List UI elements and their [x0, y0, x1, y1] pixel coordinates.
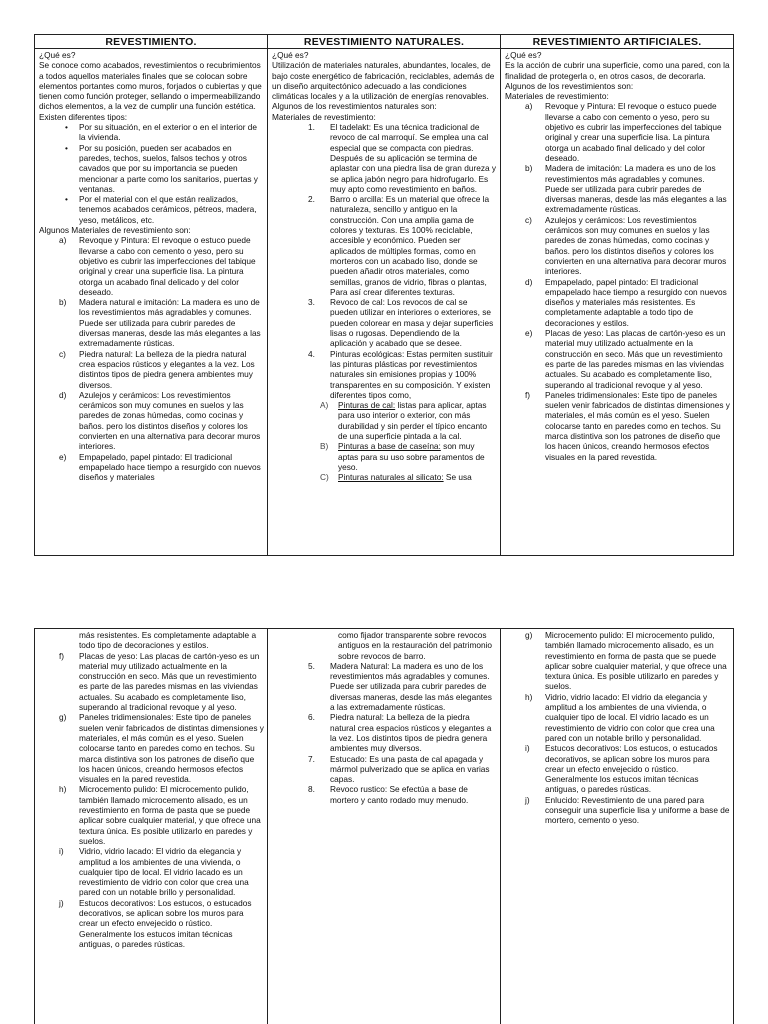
list-item: [308, 297, 497, 349]
list-item: • Por su posición, pueden ser acabados en paredes, techos, suelos, falsos techos y otros cavados que por su importancia se pueden mencionar a parte como los sanitarios, puertas y ventanas.: [79, 143, 264, 194]
document-page-1: [34, 34, 734, 556]
list-marker: A): [320, 400, 329, 411]
list-item: [525, 163, 730, 215]
list-text: Microcemento pulido: El microcemento pulido, también llamado microcemento alisado, es un revestimiento en forma de pasta que se puede aplicar sobre cualquier material, y que ofrece una textura única. Es posible utilizarlo en paredes y suelos.: [79, 784, 261, 846]
list-item: [59, 297, 264, 349]
list-text: Madera Natural: La madera es uno de los revestimientos más agradables y comunes. Puede ser utilizada para cubrir paredes de diversas maneras, desde las más elegantes a las extremadamente rústicas.: [330, 660, 492, 713]
list-item: [59, 389, 264, 452]
list-marker: a): [59, 235, 67, 246]
list-marker: 8.: [308, 784, 315, 795]
list-item: [525, 743, 730, 795]
list-marker: f): [525, 389, 531, 400]
list-marker: h): [59, 784, 67, 795]
list-marker: e): [525, 328, 533, 339]
list-item: [525, 328, 730, 390]
types-heading: Existen diferentes tipos:: [39, 111, 128, 122]
list-item: [308, 348, 497, 400]
materials-list: [505, 101, 730, 461]
list-item: [525, 691, 730, 743]
document-page-2: [34, 628, 734, 1024]
materials-heading: Materiales de revestimiento:: [272, 111, 376, 122]
list-marker: 5.: [308, 660, 315, 671]
list-text: Placas de yeso: Las placas de cartón-yeso es un material muy utilizado actualmente en la construcción en seco. Más que un revestimiento es parte de las paredes mismas en las viviendas actuales. Su acabado es completamente liso, superando al tradicional revoque y al yeso.: [545, 328, 726, 390]
list-marker: d): [525, 276, 533, 287]
underlined-term: Pinturas naturales al silicato:: [338, 472, 444, 483]
question-heading: ¿Qué es?: [39, 50, 76, 60]
list-text: Empapelado, papel pintado: El tradicional empapelado hace tiempo a resurgido con nuevos diseños y materiales más resistentes. Es completamente adaptable a todo tipo de decoraciones y estilos.: [545, 276, 727, 328]
list-item: [308, 660, 497, 713]
list-item: [525, 214, 730, 277]
list-marker: c): [525, 214, 532, 225]
list-marker: 3.: [308, 297, 315, 308]
list-text: El tadelakt: Es una técnica tradicional de revoco de cal marroquí. Se emplea una cal especial que se compacta con piedras. Después de su aplicación se termina de aplastar con una piedra lisa de gran dureza y se aplica jabón negro para hidrofugarlo. Es muy apto como revestimiento en baños.: [330, 122, 497, 194]
question-heading: ¿Qué es?: [272, 50, 309, 60]
list-text: Se usa: [443, 472, 472, 483]
list-marker: j): [59, 897, 64, 908]
list-marker: h): [525, 691, 533, 702]
list-marker: g): [59, 712, 67, 723]
list-text: Barro o arcilla: Es un material que ofrece la naturaleza, sencillo y antiguo en la construcción. Con una amplia gama de colores y texturas. Es 100% reciclable, accesible y económico. Pueden ser aplicados de múltiples formas, como en morteros con un acabado liso, donde se pueden añadir otros materiales, como semillas, granos de vidrio, fibras o plantas, Para así crear diferentes texturas.: [330, 194, 490, 297]
underlined-term: Pinturas a base de caseína:: [338, 441, 441, 452]
list-text: Azulejos y cerámicos: Los revestimientos cerámicos son muy comunes en suelos y las paredes de zonas húmedas, como cocinas y baños. pero los distintos diseños y colores los convierten en una alternativa para decorar muros interiores.: [79, 389, 261, 452]
materials-list: [39, 235, 264, 482]
list-item: [525, 794, 730, 826]
list-marker: i): [59, 846, 64, 857]
list-marker: d): [59, 389, 67, 400]
list-text: Estucos decorativos: Los estucos, o estucados decorativos, se aplican sobre los muros para crear un efecto envejecido o rústico. Generalmente los estucos imitan técnicas antiguas, o paredes rústicas.: [545, 743, 718, 795]
list-text: Paneles tridimensionales: Este tipo de paneles suelen venir fabricados de distintas dimensiones y materiales, el más común es el yeso. Suelen colocarse tanto en paredes como en techos. Su marca distintiva son los patrones de diseño que los hacen únicos, creando hermosos efectos visuales en la pared revestida.: [545, 389, 730, 462]
list-item: • Por el material con el que están realizados, tenemos acabados cerámicos, pétreos, madera, yeso, metálicos, etc.: [79, 194, 264, 225]
materials-heading: Materiales de revestimiento:: [505, 91, 609, 102]
column-title: REVESTIMIENTO ARTIFICIALES.: [501, 35, 733, 49]
list-item: [59, 846, 264, 898]
list-item: [308, 712, 497, 754]
list-text: Vidrio, vidrio lacado: El vidrio da elegancia y amplitud a los ambientes de una vivienda, o cualquier tipo de local. El vidrio lacado es un revestimiento de vidrio con color que crea una pared con un notable brillo y personalidad.: [79, 846, 249, 898]
list-marker: b): [525, 163, 533, 174]
list-marker: a): [525, 101, 533, 112]
list-text: Microcemento pulido: El microcemento pulido, también llamado microcemento alisado, es un revestimiento en forma de pasta que se puede aplicar sobre cualquier material, y que ofrece una textura única. Es posible utilizarlo en paredes y suelos.: [545, 630, 727, 692]
list-item: [320, 441, 497, 472]
list-text: Madera de imitación: La madera es uno de los revestimientos más agradables y comunes. Puede ser utilizada para cubrir paredes de diversas maneras, desde las más elegantes a las extremadamente rústicas.: [545, 163, 727, 215]
list-item: [59, 650, 264, 713]
list-item: [525, 101, 730, 163]
list-item: [320, 400, 497, 441]
list-item: [308, 122, 497, 194]
list-text: Paneles tridimensionales: Este tipo de paneles suelen venir fabricados de distintas dimensiones y materiales, el más común es el yeso. Suelen colocarse tanto en paredes como en techos. Su marca distintiva son los patrones de diseño que los hacen únicos, creando hermosos efectos visuales en la pared revestida.: [79, 712, 264, 785]
list-item: • Por su situación, en el exterior o en el interior de la vivienda.: [79, 122, 264, 143]
column-revestimiento-naturales: [268, 35, 501, 555]
intro-paragraph: Utilización de materiales naturales, abundantes, locales, de bajo coste energético de fabricación, reciclables, además de un diseño arquitectónico adecuado a las condiciones climáticas locales y a la utilización de energías renovables. Algunos de los revestimientos naturales son:: [272, 60, 495, 112]
list-marker: 4.: [308, 348, 315, 359]
list-marker: 7.: [308, 753, 315, 764]
list-item: [59, 235, 264, 297]
list-text: Enlucido: Revestimiento de una pared para conseguir una superficie lisa y uniforme a base de mortero, cemento o yeso.: [545, 794, 730, 826]
list-text: Placas de yeso: Las placas de cartón-yeso es un material muy utilizado actualmente en la construcción en seco. Más que un revestimiento es parte de las paredes mismas en las viviendas actuales. Su acabado es completamente liso, superando al tradicional revoque y al yeso.: [79, 650, 260, 713]
list-marker: j): [525, 794, 530, 805]
list-text: Revoque y Pintura: El revoque o estuco puede llevarse a cabo con cemento o yeso, pero su objetivo es cubrir las imperfecciones del tabique original y crear una superficie lisa. La pintura otorga un acabado final delicado y del color deseado.: [545, 101, 722, 163]
list-text: Piedra natural: La belleza de la piedra natural crea espacios rústicos y elegantes a la vez. Los distintos tipos de piedra genera ambientes muy diversos.: [79, 348, 255, 390]
list-text: son muy aptas para su uso sobre paramentos de yeso.: [338, 441, 485, 472]
column-revestimiento-artificiales: [501, 35, 733, 555]
column-revestimiento: [35, 35, 268, 555]
column-title: REVESTIMIENTO.: [35, 35, 267, 49]
intro-paragraph: Es la acción de cubrir una superficie, como una pared, con la finalidad de protegerla o, en otros casos, de decorarla. Algunos de los revestimientos son:: [505, 60, 730, 91]
list-item: [308, 194, 497, 297]
column-artificiales-continued: [501, 629, 733, 1024]
list-text: listas para aplicar, aptas para uso interior o exterior, con más durabilidad y sin perder el típico encanto de una superficie pintada a la cal.: [338, 400, 487, 441]
list-text: Madera natural e imitación: La madera es uno de los revestimientos más agradables y comunes. Puede ser utilizada para cubrir paredes de diversas maneras, desde las más elegantes a las extremadamente rústicas.: [79, 297, 261, 349]
types-list: [39, 122, 264, 225]
list-marker: C): [320, 472, 329, 483]
materials-list: [272, 122, 497, 400]
continued-text: más resistentes. Es completamente adaptable a todo tipo de decoraciones y estilos.: [79, 630, 257, 651]
list-item: [525, 630, 730, 692]
column-revestimiento-continued: [35, 629, 268, 1024]
column-title: REVESTIMIENTO NATURALES.: [268, 35, 500, 49]
question-heading: ¿Qué es?: [505, 50, 542, 60]
list-marker: c): [59, 348, 66, 359]
list-marker: f): [59, 650, 65, 661]
continued-text: como fijador transparente sobre revocos antiguos en la restauración del patrimonio sobre revocos de barro.: [338, 630, 493, 661]
list-text: Empapelado, papel pintado: El tradicional empapelado hace tiempo a resurgido con nuevos diseños y materiales: [79, 451, 261, 483]
list-text: Azulejos y cerámicos: Los revestimientos cerámicos son muy comunes en suelos y las paredes de zonas húmedas, como cocinas y baños. pero los distintos diseños y colores los convierten en una alternativa para decorar muros interiores.: [545, 214, 727, 277]
materials-list: [39, 651, 264, 950]
materials-list: [505, 630, 730, 826]
list-text: Vidrio, vidrio lacado: El vidrio da elegancia y amplitud a los ambientes de una vivienda, o cualquier tipo de local. El vidrio lacado es un revestimiento de vidrio con color que crea una pared con un notable brillo y personalidad.: [545, 691, 715, 743]
paint-types-list: [272, 400, 497, 482]
list-marker: g): [525, 630, 533, 640]
list-item: [525, 389, 730, 462]
list-marker: b): [59, 297, 67, 308]
list-text: Estucos decorativos: Los estucos, o estucados decorativos, se aplican sobre los muros para crear un efecto envejecido o rústico. Generalmente los estucos imitan técnicas antiguas, o paredes rústicas.: [79, 897, 252, 949]
list-text: Revoque y Pintura: El revoque o estuco puede llevarse a cabo con cemento o yeso, pero su objetivo es cubrir las imperfecciones del tabique original y crear una superficie lisa. La pintura otorga un acabado final delicado y del color deseado.: [79, 235, 256, 297]
intro-paragraph: Se conoce como acabados, revestimientos o recubrimientos a todos aquellos materiales finales que se colocan sobre elementos portantes como muros, forjados o cubiertas y que tienen como función proteger, sellando o impermeabilizando dichos elementos, a la vez de cumplir una función estética.: [39, 60, 262, 112]
materials-heading: Algunos Materiales de revestimiento son:: [39, 225, 191, 236]
list-item: [525, 276, 730, 328]
list-marker: 1.: [308, 122, 315, 133]
list-item: [320, 472, 497, 483]
list-text: Pinturas ecológicas: Estas permiten sustituir las pinturas plásticas por revestimientos naturales sin emisiones propias y 100% transparentes en su composición. Y existen diferentes tipos como,: [330, 348, 493, 400]
list-item: [59, 348, 264, 390]
materials-list: [272, 661, 497, 805]
list-item: [59, 451, 264, 483]
list-item: [308, 753, 497, 785]
list-item: [308, 784, 497, 805]
list-marker: 6.: [308, 712, 315, 723]
list-item: [59, 784, 264, 846]
underlined-term: Pinturas de cal:: [338, 400, 396, 411]
list-text: Piedra natural: La belleza de la piedra natural crea espacios rústicos y elegantes a la vez. Los distintos tipos de piedra genera ambientes muy diversos.: [330, 712, 492, 754]
list-marker: 2.: [308, 194, 315, 205]
list-item: [59, 897, 264, 949]
list-marker: e): [59, 451, 67, 462]
list-text: Estucado: Es una pasta de cal apagada y mármol pulverizado que se aplica en varias capas.: [330, 753, 490, 785]
list-text: Revoco de cal: Los revocos de cal se pueden utilizar en interiores o exteriores, se pueden colorear en masa y dejar superficies lisas o rugosas. Dependiendo de la aplicación y acabado que se desee.: [330, 297, 494, 349]
column-naturales-continued: [268, 629, 501, 1024]
list-text: Revoco rustico: Se efectúa a base de mortero y canto rodado muy menudo.: [330, 784, 469, 805]
list-marker: B): [320, 441, 329, 452]
list-item: [59, 712, 264, 785]
list-marker: i): [525, 743, 530, 754]
